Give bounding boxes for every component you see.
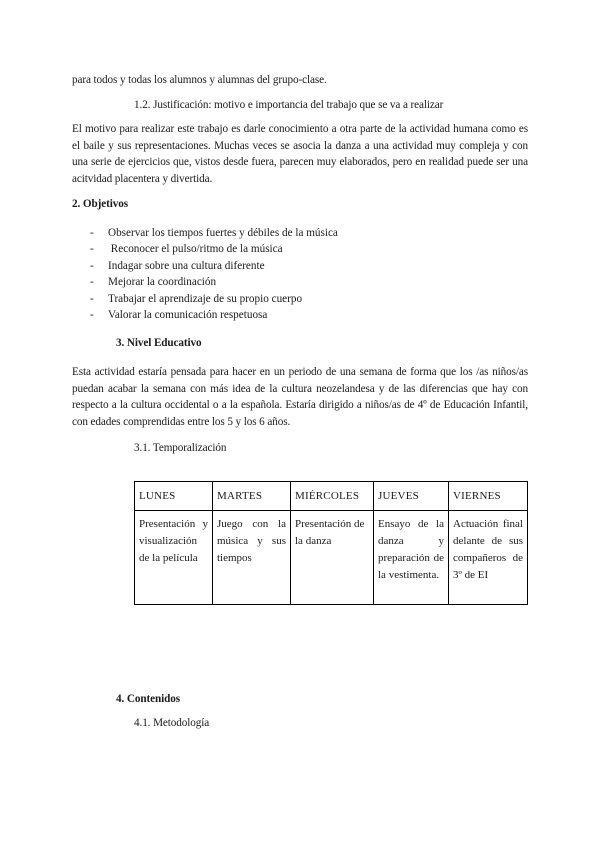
section-2-heading: 2. Objetivos xyxy=(72,198,128,210)
list-item-text: Valorar la comunicación respetuosa xyxy=(108,309,268,321)
bullet-dash: - xyxy=(90,260,94,272)
bullet-dash: - xyxy=(90,227,94,239)
section-4-heading: 4. Contenidos xyxy=(116,693,180,705)
intro-tail-text: para todos y todas los alumnos y alumnas del grupo-clase. xyxy=(72,74,327,86)
list-item-text: Observar los tiempos fuertes y débiles de la música xyxy=(108,227,338,239)
section-3-1-heading: 3.1. Temporalización xyxy=(134,442,227,454)
cell-martes: Juego con la música y sus tiempos xyxy=(213,511,291,605)
cell-jueves: Ensayo de la danza y preparación de la vestimenta. xyxy=(374,511,449,605)
list-item-text: Reconocer el pulso/ritmo de la música xyxy=(108,243,283,255)
header-martes: MARTES xyxy=(213,482,291,511)
list-item-text: Indagar sobre una cultura diferente xyxy=(108,260,265,272)
section-4-1-heading: 4.1. Metodología xyxy=(134,717,210,729)
bullet-dash: - xyxy=(90,293,94,305)
header-viernes: VIERNES xyxy=(449,482,528,511)
section-3-body: Esta actividad estaría pensada para hacer en un periodo de una semana de forma que los /as niños/as puedan acabar la semana con más idea de la cultura neozelandesa y de las diferencias que hay con respecto a la cultura occidental o a la española. Estaría dirigido a niños/as de 4º de Educación Infantil, con edades comprendidas entre los 5 y los 6 años. xyxy=(72,366,528,428)
header-miercoles: MIÉRCOLES xyxy=(291,482,374,511)
list-item-text: Trabajar el aprendizaje de su propio cuerpo xyxy=(108,293,303,305)
schedule-table xyxy=(134,481,528,605)
section-1-2-heading: 1.2. Justificación: motivo e importancia del trabajo que se va a realizar xyxy=(134,99,444,111)
cell-lunes: Presentación y visualización de la película xyxy=(135,511,213,605)
table-row xyxy=(135,511,528,605)
header-jueves: JUEVES xyxy=(374,482,449,511)
bullet-dash: - xyxy=(90,243,94,255)
cell-viernes: Actuación final delante de sus compañeros de 3º de EI xyxy=(449,511,528,605)
cell-miercoles: Presentación de la danza xyxy=(291,511,374,605)
bullet-dash: - xyxy=(90,276,94,288)
table-header-row xyxy=(135,482,528,511)
header-lunes: LUNES xyxy=(135,482,213,511)
section-1-2-body: El motivo para realizar este trabajo es darle conocimiento a otra parte de la actividad humana como es el baile y sus representaciones. Muchas veces se asocia la danza a una actividad muy compleja y con una serie de ejercicios que, vistos desde fuera, parecen muy elaborados, pero en realidad puede ser una acitvidad placentera y divertida. xyxy=(72,123,528,185)
list-item-text: Mejorar la coordinación xyxy=(108,276,217,288)
bullet-dash: - xyxy=(90,309,94,321)
section-3-heading: 3. Nivel Educativo xyxy=(116,337,202,349)
